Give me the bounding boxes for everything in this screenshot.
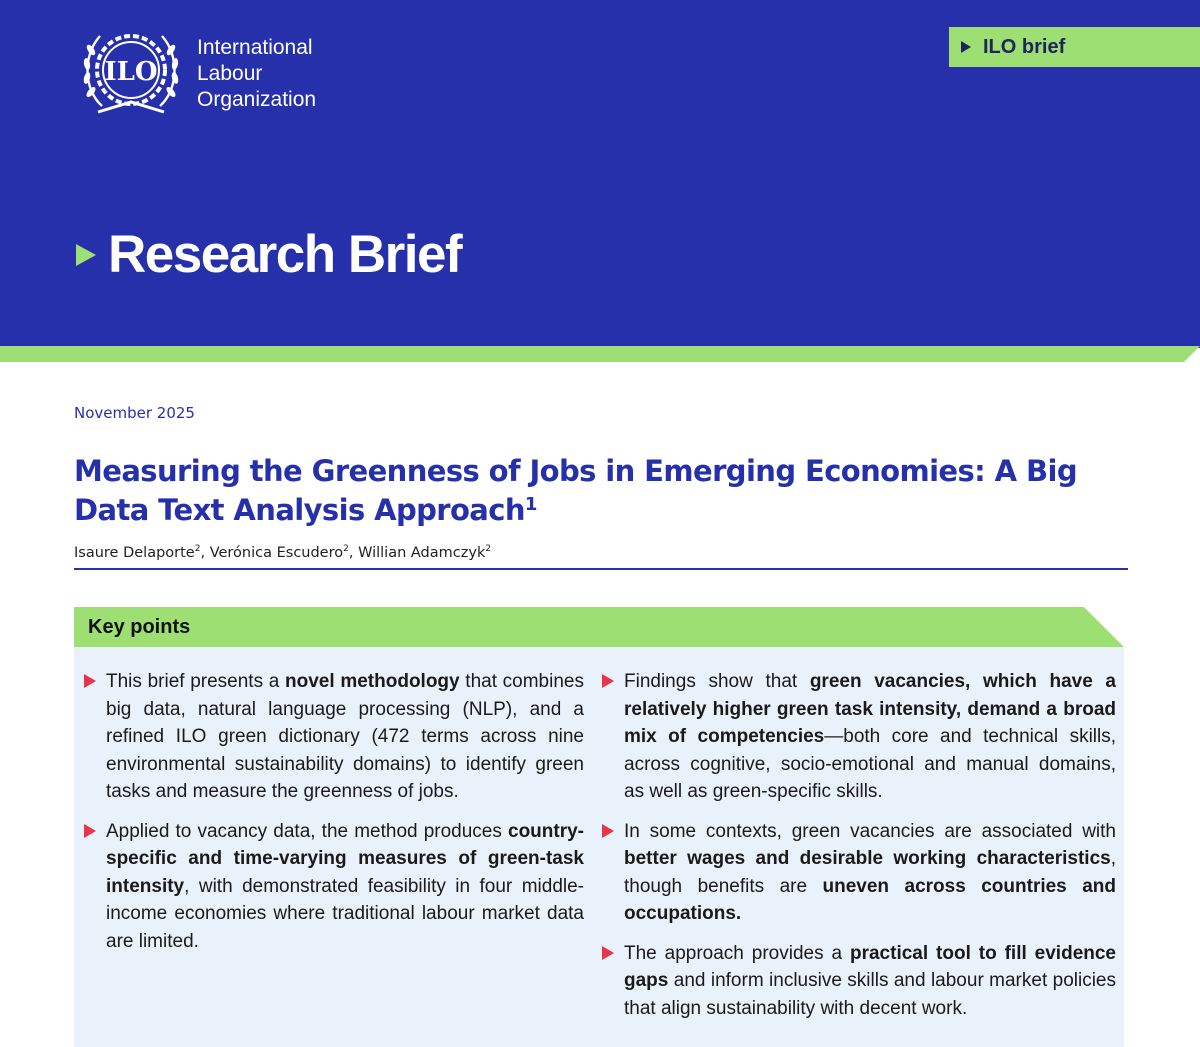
- key-points-bar-shape: [74, 607, 1124, 647]
- document-type-heading: [76, 224, 461, 285]
- authors-line: Isaure Delaporte$^2$, Verónica Escudero$^2$, Willian Adamczyk$^2$: [74, 544, 1128, 570]
- key-point-item: [602, 668, 1116, 806]
- key-point-emphasis: uneven across countries and occupations.: [624, 875, 1116, 924]
- author-name: Isaure Delaporte: [74, 544, 195, 561]
- key-point-item: [602, 818, 1116, 928]
- logo-text: ILO: [104, 57, 158, 87]
- document-title-text: Measuring the Greenness of Jobs in Emerging Economies: A Big Data Text Analysis Approach: [74, 454, 1078, 527]
- key-point-segment: In some contexts, green vacancies are associated with: [624, 820, 1116, 842]
- bullet-arrow-icon: [602, 824, 614, 838]
- bullet-arrow-icon: [84, 674, 96, 688]
- key-point-item: [84, 668, 584, 806]
- key-point-segment: that combines big data, natural language processing (NLP), and a refined ILO green dictionary (472 terms across nine environmental sustainability domains) to identify green tasks and measure the greenness of jobs.: [106, 671, 584, 802]
- play-arrow-icon: [76, 244, 96, 266]
- key-point-segment: , with demonstrated feasibility in four middle-income economies where traditional labour market data are limited.: [106, 875, 584, 952]
- key-point-segment: , though benefits are: [624, 848, 1116, 897]
- author-name: Willian Adamczyk: [358, 544, 486, 561]
- organization-name: [197, 35, 316, 113]
- document-type-label: Research Brief: [108, 225, 462, 284]
- author-footnote-mark: 2: [343, 544, 349, 554]
- key-point-text: [624, 668, 1116, 806]
- org-name-line-3: Organization: [197, 88, 317, 111]
- key-point-emphasis: better wages and desirable working characteristics: [624, 848, 1111, 869]
- key-points-left-column: [84, 668, 584, 967]
- key-point-emphasis: practical tool to fill evidence gaps: [624, 942, 1116, 991]
- title-footnote-mark: 1: [524, 494, 537, 515]
- key-point-emphasis: green vacancies, which have a relatively higher green task intensity, demand a broad mix of competencies: [624, 671, 1116, 747]
- key-point-segment: Findings show that: [624, 671, 810, 692]
- key-point-segment: This brief presents a: [106, 671, 286, 692]
- key-point-segment: Applied to vacancy data, the method produces: [106, 820, 508, 842]
- author-name: Verónica Escudero: [209, 544, 344, 561]
- key-point-text: [624, 940, 1116, 1023]
- green-band-shape: [0, 346, 1200, 362]
- key-point-segment: The approach provides a: [624, 942, 850, 964]
- key-points-label: Key points: [88, 616, 191, 638]
- key-point-segment: and inform inclusive skills and labour market policies that align sustainability with decent work.: [624, 970, 1116, 1019]
- key-point-emphasis: novel methodology: [285, 671, 460, 692]
- document-title: [74, 452, 1134, 530]
- key-points-header-bar: [74, 607, 1124, 647]
- play-arrow-icon: [961, 41, 971, 53]
- key-point-item: [84, 818, 584, 956]
- bullet-arrow-icon: [84, 824, 96, 838]
- author-footnote-mark: 2: [485, 544, 492, 554]
- key-point-text: [106, 668, 584, 806]
- key-points-right-column: [602, 668, 1116, 1034]
- ilo-brief-label: ILO brief: [983, 35, 1066, 58]
- key-point-segment: —both core and technical skills, across cognitive, socio-emotional and manual domains, as well as green-specific skills.: [624, 726, 1117, 802]
- key-point-text: [624, 818, 1116, 928]
- key-point-text: [106, 818, 584, 956]
- bullet-arrow-icon: [602, 674, 614, 688]
- author-footnote-mark: 2: [194, 544, 201, 554]
- key-point-item: [602, 940, 1116, 1023]
- publication-date: November 2025: [74, 404, 195, 422]
- green-band: [0, 346, 1200, 362]
- key-point-emphasis: country-specific and time-varying measures of green-task intensity: [106, 820, 584, 897]
- bullet-arrow-icon: [602, 946, 614, 960]
- ilo-logo: [76, 20, 186, 120]
- org-name-line-2: Labour: [197, 62, 263, 85]
- org-name-line-1: International: [197, 36, 313, 59]
- ilo-brief-badge: [949, 27, 1200, 67]
